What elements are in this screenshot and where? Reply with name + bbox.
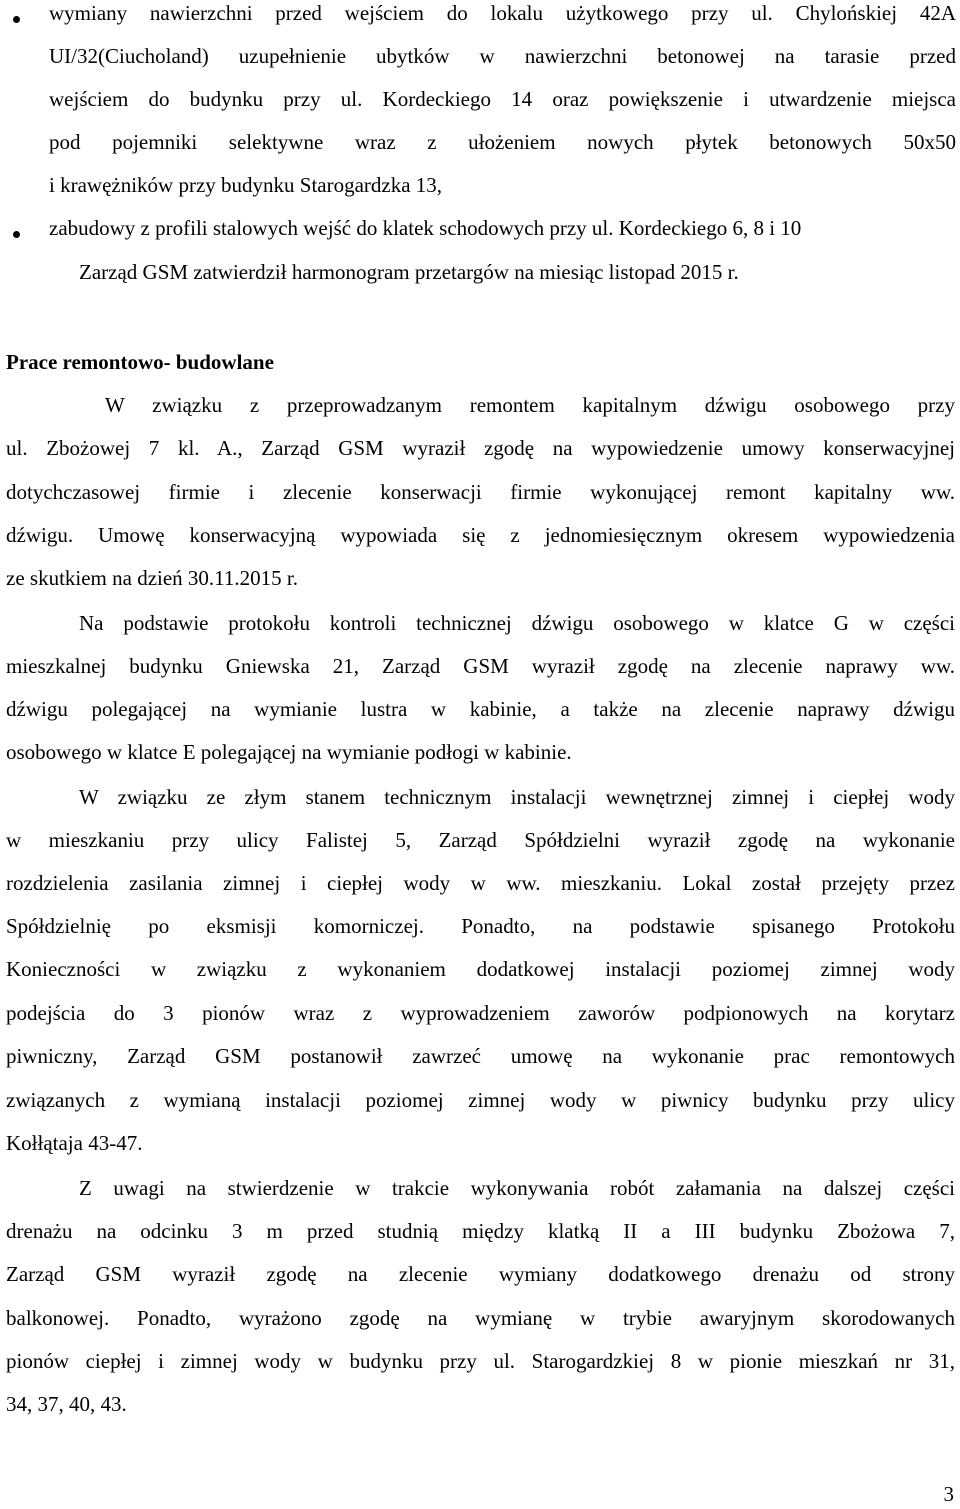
harmonogram-note: Zarząd GSM zatwierdził harmonogram przetargów na miesiąc listopad 2015 r. [79,260,739,284]
p1-line-1: W związku z przeprowadzanym remontem kapitalnym dźwigu osobowego przy [105,393,955,417]
p1-line-2: ul. Zbożowej 7 kl. A., Zarząd GSM wyraził zgodę na wypowiedzenie umowy konserwacyjnej [6,436,955,460]
p3-line-7: piwniczny, Zarząd GSM postanowił zawrzeć umowę na wykonanie prac remontowych [6,1044,955,1068]
section-heading: Prace remontowo- budowlane [6,350,274,374]
bullet-2-line-1: zabudowy z profili stalowych wejść do klatek schodowych przy ul. Kordeckiego 6, 8 i 10 [49,216,802,240]
p3-line-9: Kołłątaja 43-47. [6,1131,143,1155]
p3-line-8: związanych z wymianą instalacji poziomej zimnej wody w piwnicy budynku przy ulicy [6,1088,955,1112]
p1-line-4: dźwigu. Umowę konserwacyjną wypowiada się z jednomiesięcznym okresem wypowiedzenia [6,523,955,547]
bullet-marker [13,231,20,238]
p2-line-3: dźwigu polegającej na wymianie lustra w kabinie, a także na zlecenie naprawy dźwigu [6,697,955,721]
p4-line-5: pionów ciepłej i zimnej wody w budynku przy ul. Starogardzkiej 8 w pionie mieszkań nr 31, [6,1349,955,1373]
p2-line-1: Na podstawie protokołu kontroli technicznej dźwigu osobowego w klatce G w części [79,611,955,635]
p4-line-1: Z uwagi na stwierdzenie w trakcie wykonywania robót załamania na dalszej części [79,1176,955,1200]
bullet-1-line-1: wymiany nawierzchni przed wejściem do lokalu użytkowego przy ul. Chylońskiej 42A [49,1,956,25]
p3-line-5: Konieczności w związku z wykonaniem dodatkowej instalacji poziomej zimnej wody [6,957,955,981]
page-number: 3 [943,1482,954,1506]
p3-line-4: Spółdzielnię po eksmisji komorniczej. Ponadto, na podstawie spisanego Protokołu [6,914,955,938]
p2-line-2: mieszkalnej budynku Gniewska 21, Zarząd GSM wyraził zgodę na zlecenie naprawy ww. [6,654,955,678]
p3-line-1: W związku ze złym stanem technicznym instalacji wewnętrznej zimnej i ciepłej wody [79,785,955,809]
bullet-marker [13,16,20,23]
p3-line-3: rozdzielenia zasilania zimnej i ciepłej wody w ww. mieszkaniu. Lokal został przejęty przez [6,871,955,895]
bullet-1-line-5: i krawężników przy budynku Starogardzka 13, [49,173,443,197]
bullet-1-line-2: UI/32(Ciucholand) uzupełnienie ubytków w nawierzchni betonowej na tarasie przed [49,44,956,68]
p4-line-3: Zarząd GSM wyraził zgodę na zlecenie wymiany dodatkowego drenażu od strony [6,1262,955,1286]
p4-line-2: drenażu na odcinku 3 m przed studnią między klatką II a III budynku Zbożowa 7, [6,1219,955,1243]
p1-line-3: dotychczasowej firmie i zlecenie konserwacji firmie wykonującej remont kapitalny ww. [6,480,955,504]
bullet-1-line-4: pod pojemniki selektywne wraz z ułożeniem nowych płytek betonowych 50x50 [49,130,956,154]
bullet-1-line-3: wejściem do budynku przy ul. Kordeckiego 14 oraz powiększenie i utwardzenie miejsca [49,87,956,111]
p3-line-2: w mieszkaniu przy ulicy Falistej 5, Zarząd Spółdzielni wyraził zgodę na wykonanie [6,828,955,852]
p1-line-5: ze skutkiem na dzień 30.11.2015 r. [6,566,298,590]
p4-line-6: 34, 37, 40, 43. [6,1392,127,1416]
p4-line-4: balkonowej. Ponadto, wyrażono zgodę na wymianę w trybie awaryjnym skorodowanych [6,1306,955,1330]
p3-line-6: podejścia do 3 pionów wraz z wyprowadzeniem zaworów podpionowych na korytarz [6,1001,955,1025]
p2-line-4: osobowego w klatce E polegającej na wymianie podłogi w kabinie. [6,740,572,764]
